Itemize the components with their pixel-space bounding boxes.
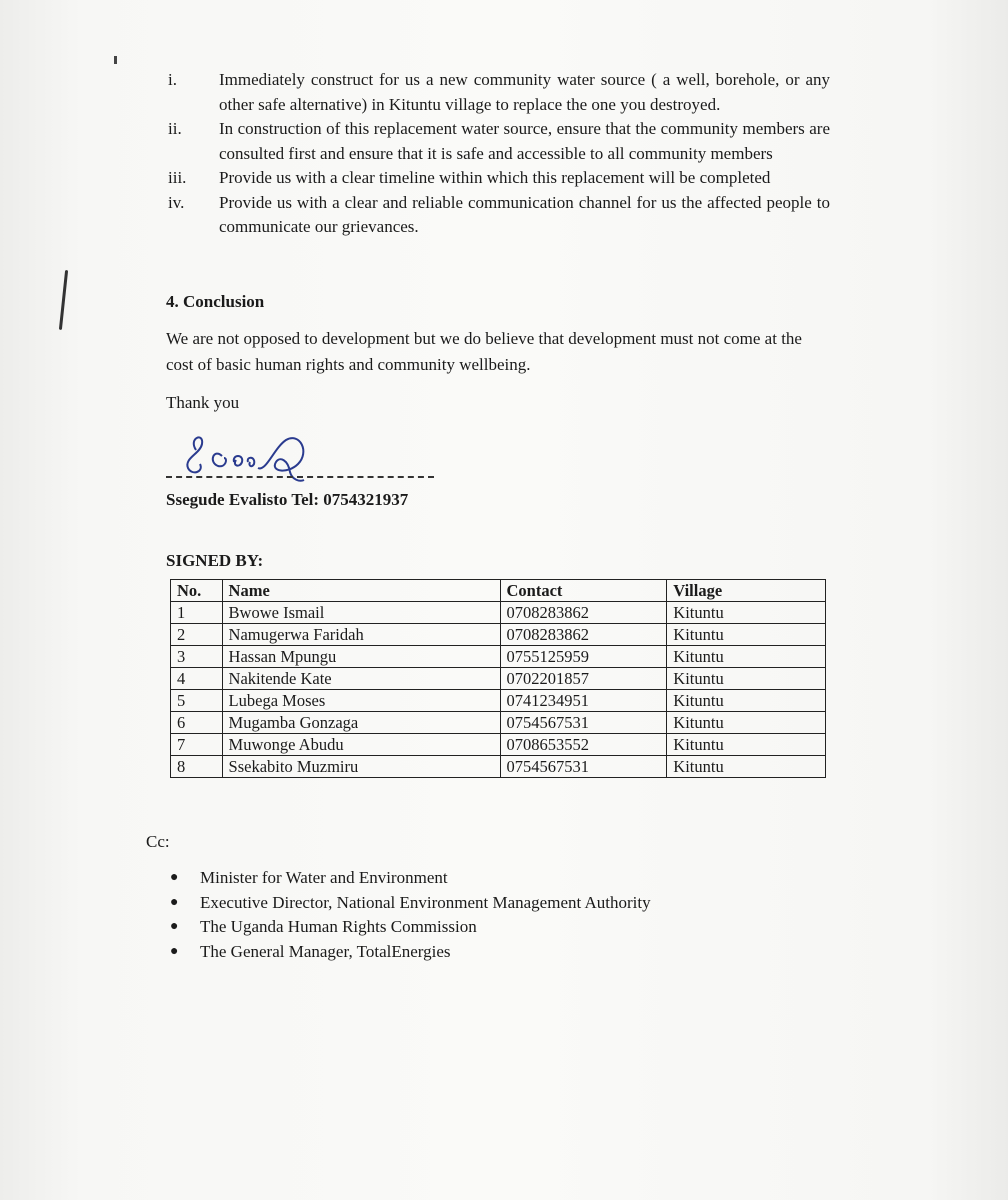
request-list: [166, 68, 830, 240]
table-cell: 2: [171, 624, 223, 646]
list-item-text: Provide us with a clear and reliable communication channel for us the affected people to communicate our grievances.: [219, 192, 830, 236]
table-cell: 0754567531: [500, 712, 667, 734]
table-cell: 0708653552: [500, 734, 667, 756]
table-row: [171, 690, 826, 712]
table-cell: Muwonge Abudu: [222, 734, 500, 756]
table-cell: 5: [171, 690, 223, 712]
list-item: [166, 166, 830, 191]
edge-mark: [114, 56, 117, 64]
table-cell: 7: [171, 734, 223, 756]
signed-by-heading: SIGNED BY:: [166, 551, 264, 570]
cc-recipient: The Uganda Human Rights Commission: [200, 917, 477, 936]
table-cell: 3: [171, 646, 223, 668]
table-cell: Kituntu: [667, 756, 826, 778]
list-item: [170, 866, 651, 891]
table-cell: Kituntu: [667, 690, 826, 712]
list-item: [170, 915, 651, 940]
table-cell: Kituntu: [667, 668, 826, 690]
table-row: [171, 624, 826, 646]
cc-label: Cc:: [146, 832, 170, 851]
table-row: [171, 668, 826, 690]
closing-text: Thank you: [166, 393, 240, 412]
cc-recipient: The General Manager, TotalEnergies: [200, 941, 451, 961]
table-cell: Kituntu: [667, 602, 826, 624]
list-item: [170, 940, 651, 965]
table-cell: 4: [171, 668, 223, 690]
table-cell: 8: [171, 756, 223, 778]
signer-name: Ssegude Evalisto Tel: 0754321937: [166, 490, 409, 509]
list-item-number: ii.: [168, 119, 182, 138]
table-cell: Kituntu: [667, 734, 826, 756]
table-row: [171, 646, 826, 668]
list-item-text: Immediately construct for us a new community water source ( a well, borehole, or any other safe alternative) in Kituntu village to replace the one you destroyed.: [219, 70, 830, 114]
bullet-icon: ●: [170, 919, 179, 934]
table-cell: 0702201857: [500, 668, 667, 690]
table-cell: Bwowe Ismail: [222, 602, 500, 624]
list-item: [166, 68, 830, 117]
cc-list: [170, 866, 651, 964]
table-cell: Kituntu: [667, 624, 826, 646]
table-row: [171, 734, 826, 756]
table-cell: Kituntu: [667, 646, 826, 668]
list-item: [166, 117, 830, 166]
signatories-table: [170, 579, 826, 778]
table-cell: Lubega Moses: [222, 690, 500, 712]
bullet-icon: ●: [170, 894, 179, 910]
list-item-number: iii.: [168, 168, 187, 187]
conclusion-body: We are not opposed to development but we do believe that development must not come at the cost of basic human rights and community wellbeing.: [166, 329, 802, 374]
table-cell: 1: [171, 602, 223, 624]
column-header: No.: [171, 580, 223, 602]
signature-line: [166, 476, 434, 478]
column-header: Village: [667, 580, 826, 602]
cc-recipient: Minister for Water and Environment: [200, 868, 448, 887]
table-row: [171, 756, 826, 778]
table-cell: 0755125959: [500, 646, 667, 668]
table-cell: Hassan Mpungu: [222, 646, 500, 668]
table-cell: 0741234951: [500, 690, 667, 712]
table-cell: Nakitende Kate: [222, 668, 500, 690]
table-cell: Namugerwa Faridah: [222, 624, 500, 646]
column-header: Contact: [500, 580, 667, 602]
table-cell: 0754567531: [500, 756, 667, 778]
table-cell: 0708283862: [500, 624, 667, 646]
bullet-icon: ●: [170, 943, 179, 959]
list-item-number: i.: [168, 70, 177, 89]
list-item-number: iv.: [168, 192, 185, 212]
table-cell: 0708283862: [500, 602, 667, 624]
list-item-text: Provide us with a clear timeline within which this replacement will be completed: [219, 168, 771, 187]
cc-recipient: Executive Director, National Environment Management Authority: [200, 892, 651, 912]
table-row: [171, 712, 826, 734]
table-cell: 6: [171, 712, 223, 734]
column-header: Name: [222, 580, 500, 602]
list-item-text: In construction of this replacement water source, ensure that the community members are consulted first and ensure that it is safe and accessible to all community members: [219, 119, 830, 163]
list-item: [166, 191, 830, 240]
list-item: [170, 891, 651, 916]
conclusion-heading: 4. Conclusion: [166, 292, 265, 311]
table-cell: Mugamba Gonzaga: [222, 712, 500, 734]
table-cell: Ssekabito Muzmiru: [222, 756, 500, 778]
edge-mark: [59, 270, 68, 330]
signature-block: [166, 428, 436, 484]
table-header-row: [171, 580, 826, 602]
bullet-icon: ●: [170, 870, 179, 885]
table-row: [171, 602, 826, 624]
table-cell: Kituntu: [667, 712, 826, 734]
